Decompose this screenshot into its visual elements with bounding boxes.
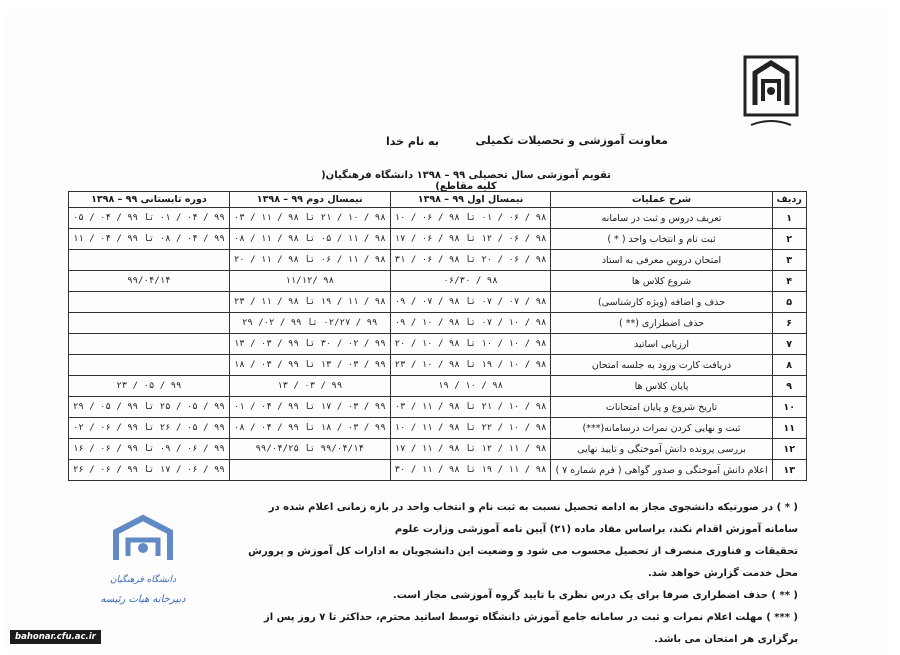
row-operation: بررسی پرونده دانش آموختگی و تایید نهایی <box>551 439 772 460</box>
footnote-3: ( *** ) مهلت اعلام نمرات و ثبت در سامانه جامع آموزش دانشگاه توسط اساتید محترم، حداکثر تا ۷ روز پس از برگزاری هر امتحان می باشد. <box>264 612 798 645</box>
row-operation: اعلام دانش آموختگی و صدور گواهی ( فرم شماره ۷ ) <box>551 460 772 481</box>
row-index: ۱ <box>772 208 806 229</box>
table-row <box>69 229 807 250</box>
table-row <box>69 355 807 376</box>
row-operation: شروع کلاس ها <box>551 271 772 292</box>
row-summer <box>69 334 230 355</box>
row-semester2 <box>229 460 390 481</box>
row-semester2: ۹۹ / ۰۳ / ۱۷ تا ۹۹ / ۰۴ / ۰۱ <box>229 397 390 418</box>
table-row <box>69 292 807 313</box>
footnote-2: ( ** ) حذف اضطراری صرفا برای یک درس نظری با تایید گروه آموزشی مجاز است. <box>392 590 798 601</box>
row-semester2: ۹۹/۰۴/۱۴ تا ۹۹/۰۴/۲۵ <box>229 439 390 460</box>
header-operation: شرح عملیات <box>551 192 772 208</box>
footnotes <box>238 497 798 651</box>
table-row <box>69 439 807 460</box>
row-operation: ثبت و نهایی کردن نمرات درسامانه(***) <box>551 418 772 439</box>
official-stamp <box>96 510 191 620</box>
table-row <box>69 460 807 481</box>
row-index: ۶ <box>772 313 806 334</box>
row-semester1: ۹۸ / ۱۰ / ۲۱ تا ۹۸ / ۱۱ / ۰۳ <box>390 397 551 418</box>
row-index: ۹ <box>772 376 806 397</box>
row-index: ۱۳ <box>772 460 806 481</box>
row-operation: امتحان دروس معرفی به استاد <box>551 250 772 271</box>
row-semester2: ۹۸ / ۱۱ / ۱۹ تا ۹۸ / ۱۱ / ۲۳ <box>229 292 390 313</box>
row-operation: حذف اضطراری (** ) <box>551 313 772 334</box>
row-semester1: ۹۸ / ۱۱ / ۱۲ تا ۹۸ / ۱۱ / ۱۷ <box>390 439 551 460</box>
table-row <box>69 313 807 334</box>
calendar-title: تقویم آموزشی سال تحصیلی ۹۹ – ۱۳۹۸ دانشگاه فرهنگیان( کلیه مقاطع) <box>321 170 611 192</box>
header-semester2: نیمسال دوم ۹۹ – ۱۳۹۸ <box>229 192 390 208</box>
table-row <box>69 208 807 229</box>
row-semester2: ۹۸ / ۱۰ / ۲۱ تا ۹۸ / ۱۱ / ۰۳ <box>229 208 390 229</box>
row-summer: ۹۹/۰۴/۱۴ <box>69 271 230 292</box>
header-semester1: نیمسال اول ۹۹ – ۱۳۹۸ <box>390 192 551 208</box>
row-summer: ۹۹ / ۰۵ / ۲۳ <box>69 376 230 397</box>
row-semester1: ۹۸ / ۱۰ / ۱۹ تا ۹۸ / ۱۰ / ۲۳ <box>390 355 551 376</box>
row-semester1: ۹۸ / ۰۶ / ۰۱ تا ۹۸ / ۰۶ / ۱۰ <box>390 208 551 229</box>
row-semester1: ۹۸ / ۱۰ / ۱۹ <box>390 376 551 397</box>
row-operation: حذف و اضافه (ویژه کارشناسی) <box>551 292 772 313</box>
row-semester2: ۹۹ / ۰۳ / ۱۸ تا ۹۹ / ۰۴ / ۰۸ <box>229 418 390 439</box>
row-summer: ۹۹ / ۰۴ / ۰۸ تا ۹۹ / ۰۴ / ۱۱ <box>69 229 230 250</box>
header-index: ردیف <box>772 192 806 208</box>
table-row <box>69 250 807 271</box>
row-semester2: ۹۹ / ۰۲ / ۳۰ تا ۹۹ / ۰۳ / ۱۳ <box>229 334 390 355</box>
row-index: ۸ <box>772 355 806 376</box>
table-header-row <box>69 192 807 208</box>
row-summer <box>69 355 230 376</box>
row-semester2: ۹۹ / ۰۲/۲۷ تا ۹۹ / ۰۲/ ۲۹ <box>229 313 390 334</box>
row-semester1: ۹۸ / ۰۷ / ۰۷ تا ۹۸ / ۰۷ / ۰۹ <box>390 292 551 313</box>
row-index: ۳ <box>772 250 806 271</box>
row-semester2: ۹۸ / ۱۱ / ۰۶ تا ۹۸ / ۱۱ / ۲۰ <box>229 250 390 271</box>
row-semester2: ۹۸ / ۱۱ / ۰۵ تا ۹۸ / ۱۱ / ۰۸ <box>229 229 390 250</box>
row-operation: دریافت کارت ورود به جلسه امتحان <box>551 355 772 376</box>
row-summer <box>69 292 230 313</box>
footer-url-badge[interactable]: bahonar.cfu.ac.ir <box>10 630 101 644</box>
row-semester1: ۹۸ / ۱۰ / ۱۰ تا ۹۸ / ۱۰ / ۲۰ <box>390 334 551 355</box>
row-semester1: ۹۸ / ۱۱ / ۱۹ تا ۹۸ / ۱۱ / ۳۰ <box>390 460 551 481</box>
row-summer: ۹۹ / ۰۵ / ۲۵ تا ۹۹ / ۰۵ / ۲۹ <box>69 397 230 418</box>
row-summer <box>69 313 230 334</box>
row-summer: ۹۹ / ۰۶ / ۰۹ تا ۹۹ / ۰۶ / ۱۶ <box>69 439 230 460</box>
row-semester2: ۹۹ / ۰۳ / ۱۳ تا ۹۹ / ۰۳ / ۱۸ <box>229 355 390 376</box>
table-row <box>69 418 807 439</box>
table-row <box>69 334 807 355</box>
row-index: ۷ <box>772 334 806 355</box>
document-page <box>6 10 888 650</box>
row-semester1: ۹۸ / ۱۰ / ۰۷ تا ۹۸ / ۱۰ / ۰۹ <box>390 313 551 334</box>
row-index: ۴ <box>772 271 806 292</box>
row-summer: ۹۹ / ۰۶ / ۱۷ تا ۹۹ / ۰۶ / ۲۶ <box>69 460 230 481</box>
row-semester1: ۹۸ / ۱۰ / ۲۲ تا ۹۸ / ۱۱ / ۱۰ <box>390 418 551 439</box>
org-title: معاونت آموزشی و تحصیلات تکمیلی <box>475 134 668 147</box>
row-semester2: ۹۸ /۱۱/۱۲ <box>229 271 390 292</box>
row-operation: تاریخ شروع و پایان امتحانات <box>551 397 772 418</box>
footnote-1b: تحقیقات و فناوری منصرف از تحصیل محسوب می شود و وضعیت این دانشجویان به ادارات کل آموزش و پرورش محل خدمت گزارش خواهد شد. <box>248 546 798 579</box>
row-operation: پایان کلاس ها <box>551 376 772 397</box>
table-row <box>69 376 807 397</box>
row-semester1: ۹۸ / ۰۶ / ۲۰ تا ۹۸ / ۰۶ / ۳۱ <box>390 250 551 271</box>
row-summer: ۹۹ / ۰۵ / ۲۶ تا ۹۹ / ۰۶ / ۰۲ <box>69 418 230 439</box>
header-summer: دوره تابستانی ۹۹ – ۱۳۹۸ <box>69 192 230 208</box>
row-operation: ثبت نام و انتخاب واحد ( * ) <box>551 229 772 250</box>
row-index: ۱۰ <box>772 397 806 418</box>
basmala-heading: به نام خدا <box>386 135 439 148</box>
academic-calendar-table <box>68 191 807 481</box>
table-row <box>69 397 807 418</box>
row-semester2: ۹۹ / ۰۳ / ۱۳ <box>229 376 390 397</box>
row-operation: تعریف دروس و ثبت در سامانه <box>551 208 772 229</box>
stamp-line2: دبیرخانه هیات رئیسه <box>100 594 186 605</box>
university-logo <box>741 55 801 135</box>
row-semester1: ۹۸ / ۰۶ / ۱۲ تا ۹۸ / ۰۶ / ۱۷ <box>390 229 551 250</box>
row-operation: ارزیابی اساتید <box>551 334 772 355</box>
row-index: ۵ <box>772 292 806 313</box>
row-index: ۲ <box>772 229 806 250</box>
footnote-1a: ( * ) در صورتیکه دانشجوی مجاز به ادامه تحصیل نسبت به ثبت نام و انتخاب واحد در بازه زمانی اعلام شده در سامانه آموزش اقدام نکند، براساس مفاد ماده (۲۱) آیین نامه آموزشی وزارت علوم <box>268 502 798 535</box>
row-index: ۱۱ <box>772 418 806 439</box>
row-index: ۱۲ <box>772 439 806 460</box>
row-summer: ۹۹ / ۰۴ / ۰۱ تا ۹۹ / ۰۴ / ۰۵ <box>69 208 230 229</box>
table-row <box>69 271 807 292</box>
row-semester1: ۹۸ / ۰۶/۳۰ <box>390 271 551 292</box>
stamp-line1: دانشگاه فرهنگیان <box>109 575 177 585</box>
row-summer <box>69 250 230 271</box>
